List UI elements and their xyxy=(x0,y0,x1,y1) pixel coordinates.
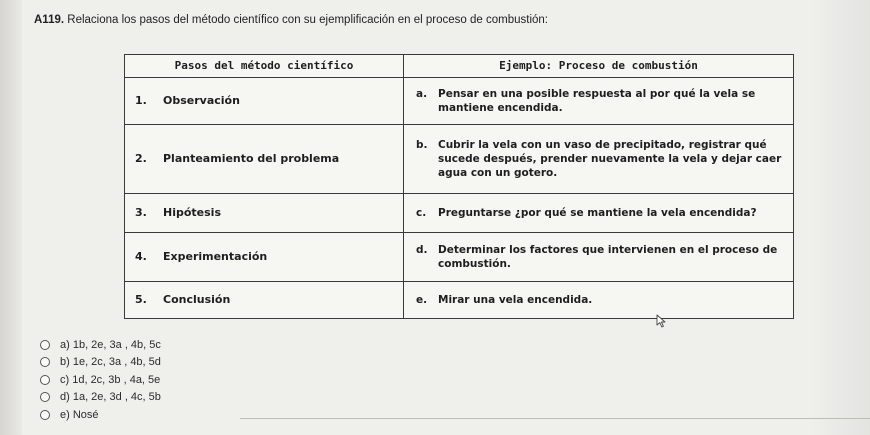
step-number: 2. xyxy=(135,152,147,165)
divider xyxy=(240,418,870,419)
option-d[interactable] xyxy=(40,389,161,407)
question-text: Relaciona los pasos del método científico con su ejemplificación en el proceso de combustión: xyxy=(67,14,548,26)
step-cell xyxy=(125,194,404,233)
step-cell xyxy=(125,125,404,194)
page-shadow xyxy=(810,0,870,435)
table-header-row xyxy=(125,55,794,78)
page-edge xyxy=(0,0,22,435)
option-label: d) 1a, 2e, 3d , 4c, 5b xyxy=(60,391,161,404)
option-label: c) 1d, 2c, 3b , 4a, 5e xyxy=(60,373,161,386)
option-e[interactable] xyxy=(40,406,161,424)
table-row xyxy=(125,78,794,125)
step-number: 3. xyxy=(135,206,147,219)
question-number: A119. xyxy=(34,14,65,26)
radio-circle-icon[interactable] xyxy=(40,340,50,350)
example-letter: d. xyxy=(416,244,428,256)
mouse-pointer-icon xyxy=(656,314,668,328)
step-label: Observación xyxy=(163,94,240,107)
example-cell xyxy=(404,194,794,233)
example-letter: c. xyxy=(416,207,427,219)
example-letter: a. xyxy=(416,88,428,100)
radio-circle-icon[interactable] xyxy=(40,357,50,367)
example-cell xyxy=(404,125,794,194)
radio-circle-icon[interactable] xyxy=(40,410,50,420)
header-steps: Pasos del método científico xyxy=(125,55,404,78)
option-c[interactable] xyxy=(40,371,161,389)
answer-options xyxy=(40,336,161,424)
option-label: e) Nosé xyxy=(60,408,99,421)
radio-circle-icon[interactable] xyxy=(40,375,50,385)
example-cell xyxy=(404,233,794,282)
step-cell xyxy=(125,233,404,282)
example-text: Pensar en una posible respuesta al por qué la vela se mantiene encendida. xyxy=(438,88,756,114)
radio-circle-icon[interactable] xyxy=(40,392,50,402)
step-cell xyxy=(125,282,404,319)
example-cell xyxy=(404,78,794,125)
option-label: a) 1b, 2e, 3a , 4b, 5c xyxy=(60,338,161,351)
example-text: Determinar los factores que intervienen en el proceso de combustión. xyxy=(438,244,778,270)
table-row xyxy=(125,194,794,233)
example-text: Mirar una vela encendida. xyxy=(438,294,593,306)
step-label: Experimentación xyxy=(163,250,268,263)
table-row xyxy=(125,125,794,194)
question-prompt xyxy=(34,14,548,26)
table-row xyxy=(125,233,794,282)
step-label: Hipótesis xyxy=(163,206,221,219)
step-number: 4. xyxy=(135,250,147,263)
step-number: 1. xyxy=(135,94,147,107)
table-row xyxy=(125,282,794,319)
option-b[interactable] xyxy=(40,354,161,372)
step-label: Planteamiento del problema xyxy=(163,152,340,165)
example-text: Preguntarse ¿por qué se mantiene la vela encendida? xyxy=(438,207,757,219)
example-letter: b. xyxy=(416,139,428,151)
example-letter: e. xyxy=(416,294,428,306)
option-a[interactable] xyxy=(40,336,161,354)
step-cell xyxy=(125,78,404,125)
step-label: Conclusión xyxy=(163,293,231,306)
option-label: b) 1e, 2c, 3a , 4b, 5d xyxy=(60,356,161,369)
example-text: Cubrir la vela con un vaso de precipitado, registrar qué sucede después, prender nuevamente la vela y dejar caer agua con un gotero. xyxy=(438,139,782,179)
example-cell xyxy=(404,282,794,319)
step-number: 5. xyxy=(135,293,147,306)
header-examples: Ejemplo: Proceso de combustión xyxy=(404,55,794,78)
matching-table xyxy=(124,54,794,319)
